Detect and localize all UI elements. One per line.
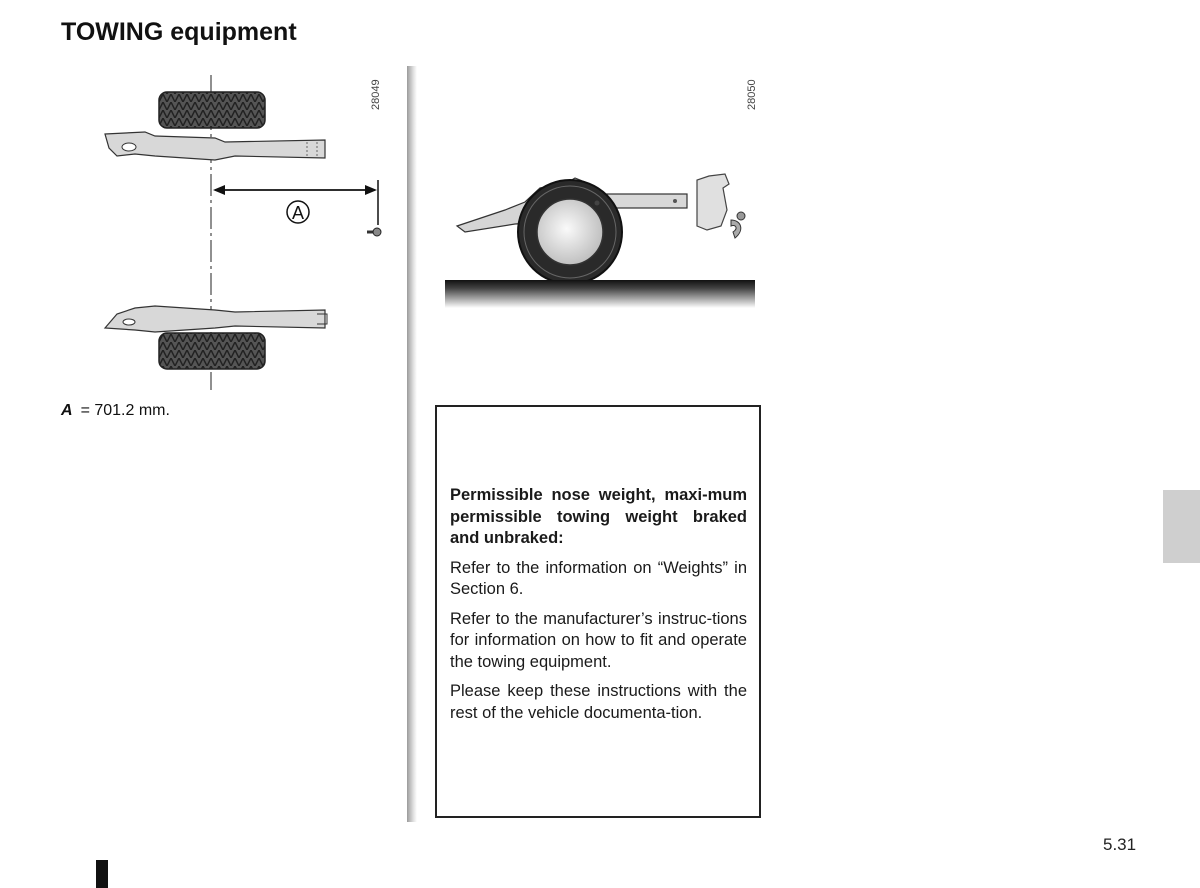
lower-tyre — [159, 333, 265, 369]
wheel-hub — [537, 199, 603, 265]
info-box — [435, 405, 761, 818]
rear-bumper — [697, 174, 729, 230]
ground-shadow — [445, 280, 755, 308]
lower-towbar — [105, 306, 325, 332]
info-paragraph-weights: Refer to the information on “Weights” in Section 6. — [450, 558, 747, 598]
info-heading: Permissible nose weight, maxi-mum permissible towing weight braked and unbraked: — [450, 486, 747, 547]
towbar-side-view-figure — [435, 70, 765, 330]
info-paragraph-manufacturer: Refer to the manufacturer’s instruc-tions for information on how to fit and operate the towing equipment. — [450, 609, 747, 671]
tow-ball — [373, 228, 381, 236]
figure-code-right: 28050 — [746, 79, 758, 110]
page-number: 5.31 — [1103, 835, 1137, 854]
section-tab — [1163, 490, 1200, 563]
info-paragraph-documentation: Please keep these instructions with the rest of the vehicle documenta-tion. — [450, 682, 747, 722]
dimension-a-callout: A — [291, 203, 305, 223]
dimension-value: = 701.2 mm. — [80, 402, 170, 419]
upper-tyre — [159, 92, 265, 128]
column-divider — [407, 66, 417, 822]
figure-code-left: 28049 — [370, 79, 382, 110]
dimension-symbol: A — [61, 402, 73, 419]
corner-mark — [96, 860, 108, 888]
dimension-note — [61, 402, 170, 420]
info-box-content — [450, 485, 747, 732]
page-title: TOWING equipment — [61, 18, 297, 46]
upper-towbar — [105, 132, 325, 160]
towbar-top-view-figure — [95, 70, 395, 395]
tow-hook — [731, 220, 741, 238]
